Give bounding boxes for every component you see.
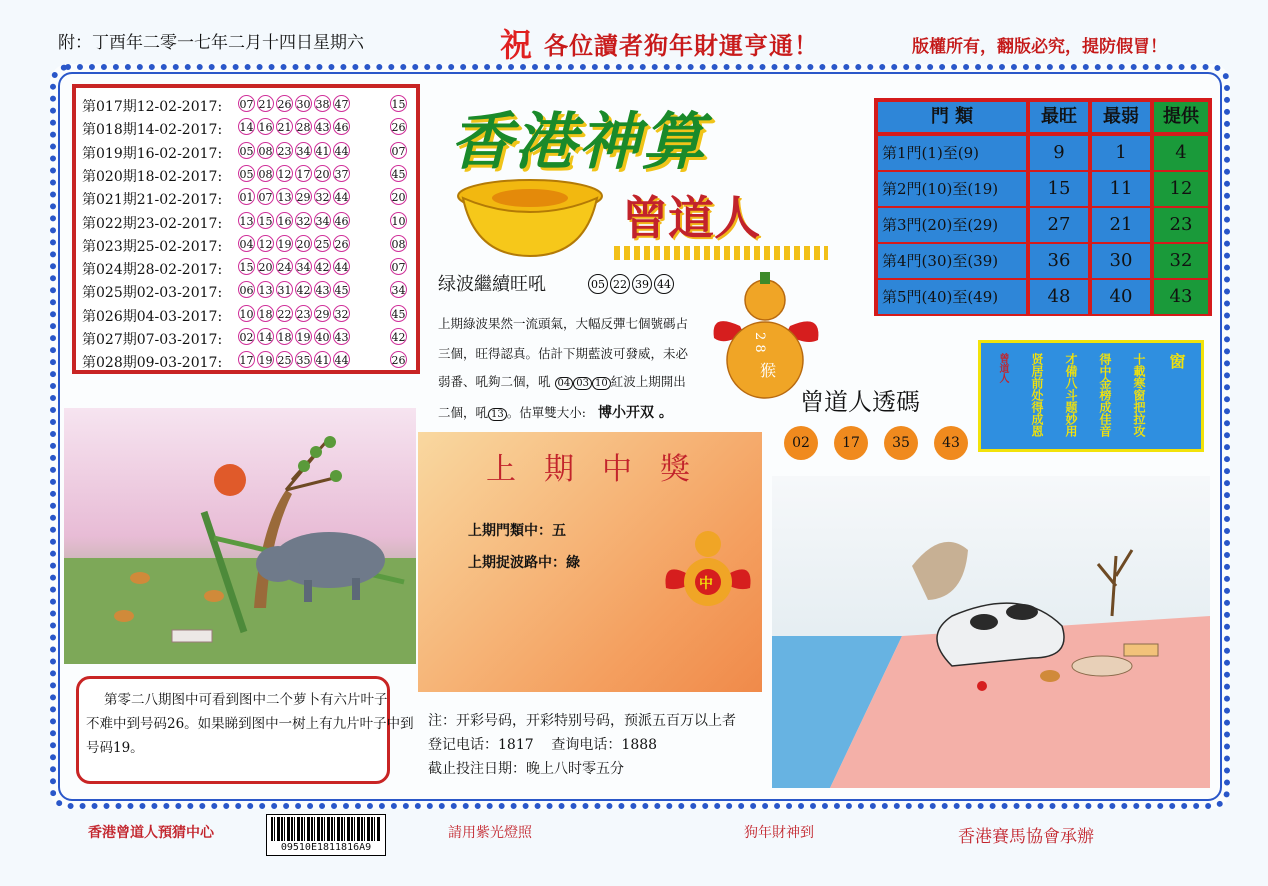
- result-special-number: 34: [390, 281, 407, 298]
- table-cell-cold: 11: [1092, 172, 1150, 206]
- result-number: 19: [295, 328, 312, 345]
- result-number: 16: [257, 118, 274, 135]
- result-number: 13: [257, 281, 274, 298]
- result-number: 34: [295, 142, 312, 159]
- result-number: 42: [314, 258, 331, 275]
- result-number: 13: [276, 188, 293, 205]
- result-number: 25: [276, 351, 293, 368]
- table-header-cell: 最弱: [1092, 102, 1150, 132]
- result-number: 19: [257, 351, 274, 368]
- result-special-number: 08: [390, 235, 407, 252]
- result-draw-label: 第023期25-02-2017:: [82, 238, 223, 255]
- result-number: 12: [257, 235, 274, 252]
- result-number: 14: [257, 328, 274, 345]
- footer-center-name: 香港曾道人預猜中心: [88, 825, 214, 841]
- circled-number: 03: [573, 377, 592, 390]
- result-special-number: 10: [390, 212, 407, 229]
- result-number: 26: [276, 95, 293, 112]
- table-cell-pick: 12: [1154, 172, 1208, 206]
- result-number: 07: [238, 95, 255, 112]
- table-cell-pick: 32: [1154, 244, 1208, 278]
- result-number: 26: [333, 235, 350, 252]
- result-number: 25: [314, 235, 331, 252]
- scroll-column: 十載寒窗把拉攻: [1132, 353, 1146, 437]
- prediction-number: 39: [632, 274, 652, 294]
- result-number: 14: [238, 118, 255, 135]
- result-number: 17: [295, 165, 312, 182]
- last-win-title: 上期中獎: [486, 452, 718, 487]
- result-number: 44: [333, 258, 350, 275]
- prediction-paragraph-line: 二個，吼 13 。估單雙大小: 博小开双 。: [438, 405, 673, 421]
- prediction-number: 44: [654, 274, 674, 294]
- result-draw-label: 第022期23-02-2017:: [82, 215, 223, 232]
- result-number: 42: [295, 281, 312, 298]
- result-number: 19: [276, 235, 293, 252]
- result-number: 07: [257, 188, 274, 205]
- table-cell-cat: 第4門(30)至(39): [878, 244, 1026, 278]
- table-cell-pick: 4: [1154, 136, 1208, 170]
- result-draw-label: 第024期28-02-2017:: [82, 262, 223, 279]
- table-cell-cold: 40: [1092, 280, 1150, 314]
- result-number: 45: [333, 281, 350, 298]
- result-draw-label: 第026期04-03-2017:: [82, 308, 223, 325]
- result-number: 32: [333, 305, 350, 322]
- result-number: 44: [333, 351, 350, 368]
- result-number: 40: [314, 328, 331, 345]
- result-number: 21: [276, 118, 293, 135]
- prediction-headline: 绿波繼續旺吼: [438, 274, 546, 295]
- scroll-column: 窗: [1167, 353, 1186, 369]
- prediction-paragraph-line: 上期綠波果然一流頭氣，大幅反彈七個號碼占: [438, 316, 689, 331]
- result-number: 41: [314, 351, 331, 368]
- result-number: 21: [257, 95, 274, 112]
- table-cell-hot: 15: [1030, 172, 1088, 206]
- winning-badge: 中: [699, 576, 713, 592]
- circled-number: 13: [488, 408, 507, 421]
- result-number: 22: [276, 305, 293, 322]
- result-special-number: 45: [390, 305, 407, 322]
- result-number: 18: [276, 328, 293, 345]
- result-number: 32: [314, 188, 331, 205]
- table-header-cell: 門 類: [878, 102, 1026, 132]
- result-number: 08: [257, 142, 274, 159]
- table-cell-cat: 第2門(10)至(19): [878, 172, 1026, 206]
- prediction-number: 05: [588, 274, 608, 294]
- result-number: 05: [238, 142, 255, 159]
- result-draw-label: 第027期07-03-2017:: [82, 332, 223, 348]
- table-cell-hot: 9: [1030, 136, 1088, 170]
- pig-by-water-illustration: [772, 476, 1210, 788]
- result-special-number: 07: [390, 142, 407, 159]
- transmit-number: 43: [934, 426, 968, 460]
- result-special-number: 45: [390, 165, 407, 182]
- banner-main: 各位讀者狗年財運亨通！: [544, 31, 819, 60]
- prediction-paragraph-line: 三個，旺得認真。估計下期藍波可發威，未必: [438, 346, 689, 361]
- circled-number: 04: [555, 377, 574, 390]
- result-number: 23: [276, 142, 293, 159]
- result-number: 46: [333, 212, 350, 229]
- result-draw-label: 第018期14-02-2017:: [82, 122, 223, 139]
- table-cell-cat: 第5門(40)至(49): [878, 280, 1026, 314]
- result-number: 20: [314, 165, 331, 182]
- table-cell-hot: 27: [1030, 208, 1088, 242]
- result-number: 41: [314, 142, 331, 159]
- footer-god: 狗年財神到: [744, 825, 814, 841]
- scroll-column: 得中金榜成佳音: [1098, 353, 1112, 437]
- winning-gourd-icon: [660, 526, 756, 610]
- past-results-box: [72, 84, 420, 374]
- result-number: 44: [333, 142, 350, 159]
- result-number: 30: [295, 95, 312, 112]
- table-cell-cold: 30: [1092, 244, 1150, 278]
- result-number: 08: [257, 165, 274, 182]
- note-line: 截止投注日期：晚上八时零五分: [428, 761, 624, 777]
- result-draw-label: 第017期12-02-2017:: [82, 99, 223, 115]
- transmit-number: 02: [784, 426, 818, 460]
- transmit-number: 35: [884, 426, 918, 460]
- banner-zhu: 祝: [500, 26, 533, 64]
- result-number: 02: [238, 328, 255, 345]
- table-cell-cat: 第1門(1)至(9): [878, 136, 1026, 170]
- result-number: 32: [295, 212, 312, 229]
- result-number: 28: [295, 118, 312, 135]
- result-special-number: 15: [390, 95, 407, 112]
- decorative-stripe: [614, 246, 828, 260]
- result-number: 06: [238, 281, 255, 298]
- result-number: 13: [238, 212, 255, 229]
- result-draw-label: 第025期02-03-2017:: [82, 285, 223, 302]
- gourd-animal: 猴: [760, 361, 777, 380]
- transmit-label: 曾道人透碼: [800, 388, 920, 416]
- table-cell-cold: 1: [1092, 136, 1150, 170]
- pig-under-tree-illustration: [64, 408, 416, 664]
- page-title: 香港神算: [450, 105, 707, 178]
- result-number: 17: [238, 351, 255, 368]
- table-header-cell: 提供: [1154, 102, 1208, 132]
- poem-scroll: [978, 340, 1204, 452]
- result-draw-label: 第020期18-02-2017:: [82, 168, 223, 185]
- odd-even-pick: 博小开双 。: [597, 405, 673, 421]
- result-special-number: 20: [390, 188, 407, 205]
- result-special-number: 07: [390, 258, 407, 275]
- result-number: 43: [314, 118, 331, 135]
- scroll-column: 贤居前处得成恩: [1030, 353, 1044, 437]
- date-line: 附：丁酉年二零一七年二月十四日星期六: [58, 33, 364, 53]
- result-number: 35: [295, 351, 312, 368]
- result-number: 29: [295, 188, 312, 205]
- result-number: 34: [314, 212, 331, 229]
- result-number: 29: [314, 305, 331, 322]
- last-win-category: 上期門類中：五: [468, 523, 566, 539]
- note-line: 注：开彩号码，开彩特别号码，预派五百万以上者: [428, 713, 736, 729]
- result-number: 34: [295, 258, 312, 275]
- prediction-number: 22: [610, 274, 630, 294]
- greeting-banner: [500, 20, 1240, 64]
- transmit-number: 17: [834, 426, 868, 460]
- result-number: 20: [257, 258, 274, 275]
- barcode: [266, 814, 386, 856]
- result-number: 10: [238, 305, 255, 322]
- result-draw-label: 第019期16-02-2017:: [82, 145, 223, 162]
- result-number: 01: [238, 188, 255, 205]
- result-number: 18: [257, 305, 274, 322]
- result-number: 43: [333, 328, 350, 345]
- table-cell-pick: 43: [1154, 280, 1208, 314]
- table-header-cell: 最旺: [1030, 102, 1088, 132]
- circled-number: 10: [592, 377, 611, 390]
- gold-ingot-icon: [455, 178, 605, 258]
- gourd-digits: 2 8: [752, 332, 767, 353]
- table-cell-cold: 21: [1092, 208, 1150, 242]
- table-cell-hot: 48: [1030, 280, 1088, 314]
- footer-uv-note: 請用紫光燈照: [448, 825, 532, 841]
- hint-line: 第零二八期图中可看到图中二个萝卜有六片叶子: [104, 692, 388, 708]
- result-number: 15: [238, 258, 255, 275]
- banner-copyright: 版權所有，翻版必究，提防假冒！: [912, 37, 1167, 57]
- result-number: 38: [314, 95, 331, 112]
- category-table: [874, 98, 1212, 316]
- table-cell-hot: 36: [1030, 244, 1088, 278]
- result-number: 24: [276, 258, 293, 275]
- scroll-column: 曾道人: [997, 353, 1008, 383]
- scroll-column: 才備八斗题妙用: [1064, 353, 1078, 437]
- result-draw-label: 第028期09-03-2017:: [82, 355, 223, 372]
- result-number: 46: [333, 118, 350, 135]
- hint-line: 不难中到号码26。如果睇到图中一树上有九片叶子中到: [86, 716, 414, 732]
- result-number: 16: [276, 212, 293, 229]
- table-cell-cat: 第3門(20)至(29): [878, 208, 1026, 242]
- brand-name: 曾道人: [622, 191, 760, 245]
- footer-organizer: 香港賽馬協會承辦: [958, 827, 1094, 847]
- result-number: 15: [257, 212, 274, 229]
- result-number: 43: [314, 281, 331, 298]
- result-special-number: 26: [390, 118, 407, 135]
- result-number: 31: [276, 281, 293, 298]
- result-draw-label: 第021期21-02-2017:: [82, 192, 223, 209]
- last-win-wave: 上期捉波路中：綠: [468, 555, 580, 571]
- table-cell-pick: 23: [1154, 208, 1208, 242]
- barcode-bars-icon: [271, 817, 381, 841]
- result-special-number: 42: [390, 328, 407, 345]
- result-number: 44: [333, 188, 350, 205]
- prediction-paragraph-line: 弱番、吼夠二個，吼 04 03 10 紅波上期開出: [438, 374, 686, 389]
- result-special-number: 26: [390, 351, 407, 368]
- result-number: 05: [238, 165, 255, 182]
- result-number: 23: [295, 305, 312, 322]
- result-number: 04: [238, 235, 255, 252]
- hint-line: 号码19。: [86, 740, 144, 756]
- result-number: 20: [295, 235, 312, 252]
- result-number: 12: [276, 165, 293, 182]
- barcode-text: 09510E1811816A9: [280, 842, 372, 853]
- note-line: 登记电话：1817 查询电话：1888: [428, 737, 658, 753]
- result-number: 37: [333, 165, 350, 182]
- result-number: 47: [333, 95, 350, 112]
